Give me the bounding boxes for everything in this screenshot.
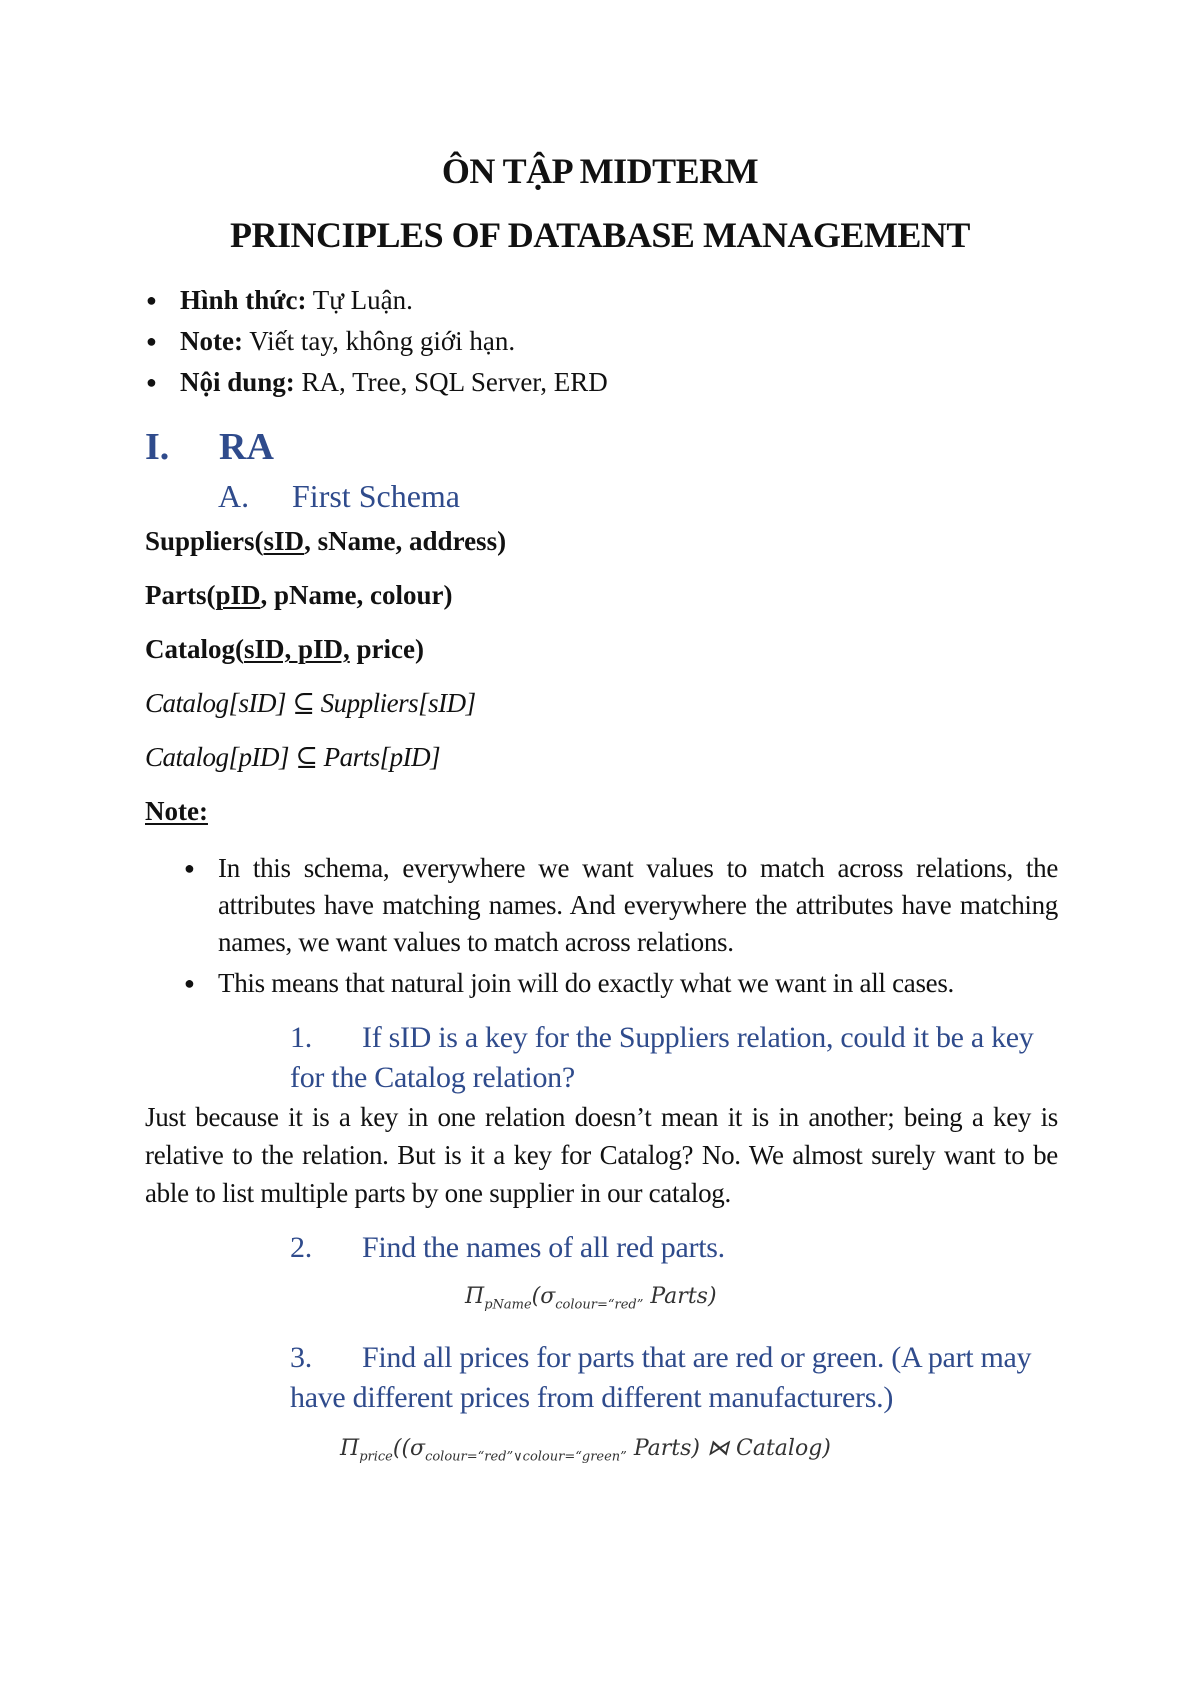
paren: ( [531, 1284, 541, 1309]
question-number: 1. [290, 1021, 312, 1054]
formula-q3 [340, 1436, 831, 1464]
projection-attributes: price [359, 1449, 393, 1465]
note-label: Note: [145, 796, 208, 826]
info-item [146, 321, 608, 362]
question-2 [290, 1228, 1060, 1268]
selection-condition: colour=“red”∨colour=“green” [425, 1449, 627, 1465]
bullet-icon: ● [146, 290, 157, 310]
info-value: RA, Tree, SQL Server, ERD [294, 367, 608, 397]
answer-1: Just because it is a key in one relation doesn’t mean it is in another; being a key is relative to the relation. But is it a key for Catalog? No. We almost surely want to be able to list multiple parts by one supplier in our catalog. [145, 1102, 1058, 1208]
selection-symbol: σ [540, 1284, 556, 1309]
relation-attributes: , sName, address) [304, 526, 507, 556]
join-symbol: ⋈ [700, 1436, 736, 1461]
relation-name: Catalog( [145, 634, 244, 664]
question-number: 2. [290, 1231, 312, 1264]
question-text: If sID is a key for the Suppliers relation, could it be a key for the Catalog relation? [290, 1021, 1034, 1094]
inclusion-dependency: Catalog[sID] ⊆ Suppliers[sID] [145, 688, 476, 718]
section-title: RA [219, 426, 274, 468]
info-value: Viết tay, không giới hạn. [242, 326, 516, 356]
subsection-heading [218, 478, 460, 515]
page-subtitle: PRINCIPLES OF DATABASE MANAGEMENT [230, 215, 970, 255]
selection-symbol: σ [410, 1436, 426, 1461]
note-text: In this schema, everywhere we want values to match across relations, the attributes have matching names. And everywhere the attributes have matching names, we want values to match across relations. [218, 853, 1058, 957]
question-1 [290, 1018, 1060, 1098]
question-number: 3. [290, 1341, 312, 1374]
schema-suppliers [145, 526, 506, 557]
relation-operand: Parts) [643, 1284, 717, 1309]
note-text: This means that natural join will do exactly what we want in all cases. [218, 968, 954, 998]
relation-name: Suppliers( [145, 526, 264, 556]
info-label: Nội dung: [180, 367, 295, 397]
question-3 [290, 1338, 1060, 1418]
formula-q2 [465, 1284, 717, 1312]
projection-symbol: Π [340, 1436, 360, 1461]
note-item [184, 850, 1058, 961]
bullet-icon: ● [184, 973, 195, 993]
question-text: Find the names of all red parts. [362, 1231, 725, 1264]
relation-key: sID [263, 526, 305, 556]
schema-parts [145, 580, 452, 611]
info-list [146, 280, 608, 403]
page-title: ÔN TẬP MIDTERM [441, 151, 759, 191]
bullet-icon: ● [146, 331, 157, 351]
relation-key: pID [215, 580, 261, 610]
bullet-icon: ● [184, 858, 195, 878]
projection-attributes: pName [484, 1297, 532, 1313]
relation-key: sID, pID, [243, 634, 350, 664]
relation-operand: Catalog) [736, 1436, 831, 1461]
relation-operand: Parts) [626, 1436, 700, 1461]
info-value: Tự Luận. [306, 285, 413, 315]
notes-list [184, 850, 1058, 1006]
question-text: Find all prices for parts that are red or green. (A part may have different prices from different manufacturers.) [290, 1341, 1032, 1414]
schema-catalog [145, 634, 424, 665]
paren: (( [392, 1436, 411, 1461]
note-item [184, 965, 1058, 1002]
relation-attributes: price) [349, 634, 424, 664]
selection-condition: colour=“red” [555, 1297, 644, 1313]
inclusion-dependency: Catalog[pID] ⊆ Parts[pID] [145, 742, 441, 772]
relation-attributes: , pName, colour) [260, 580, 453, 610]
info-item [146, 280, 608, 321]
info-label: Note: [180, 326, 243, 356]
bullet-icon: ● [146, 372, 157, 392]
info-label: Hình thức: [180, 285, 307, 315]
subsection-title: First Schema [292, 478, 460, 514]
subsection-number: A. [218, 478, 250, 514]
section-heading [145, 425, 274, 469]
relation-name: Parts( [145, 580, 216, 610]
info-item [146, 362, 608, 403]
section-number: I. [145, 426, 170, 468]
projection-symbol: Π [465, 1284, 485, 1309]
